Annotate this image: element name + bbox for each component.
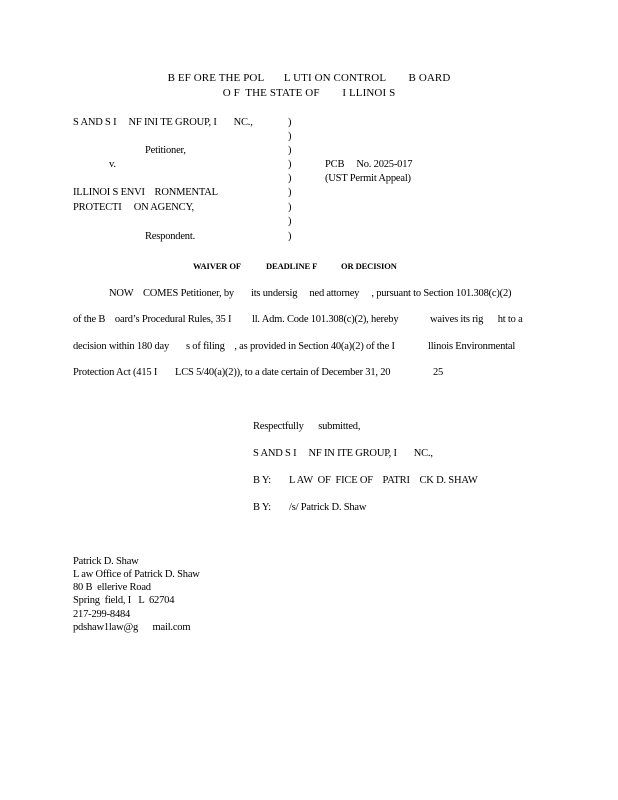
petitioner-label: Petitioner, (145, 145, 186, 156)
caption-paren: ) (288, 202, 292, 213)
signature-respectfully: Respectfully submitted, (253, 421, 361, 432)
petitioner-name: S AND S I NF INI TE GROUP, I NC., (73, 117, 253, 128)
contact-email: pdshaw1law@g mail.com (73, 622, 191, 633)
caption-paren: ) (288, 173, 292, 184)
caption-paren: ) (288, 187, 292, 198)
contact-phone: 217-299-8484 (73, 609, 131, 620)
body-line3-b: s of filing , as provided in Section 40(a)(2) of the I (186, 341, 395, 352)
caption-paren: ) (288, 231, 292, 242)
respondent-name-line1: ILLINOI S ENVI RONMENTAL (73, 187, 218, 198)
body-line4-c: 25 (433, 367, 444, 378)
case-type: (UST Permit Appeal) (325, 173, 411, 184)
body-line2-c: waives its rig ht to a (430, 314, 523, 325)
body-line2-b: ll. Adm. Code 101.308(c)(2), hereby (252, 314, 399, 325)
respondent-label: Respondent. (145, 231, 196, 242)
signature-by-label: B Y: (253, 475, 271, 486)
signature-law-office: L AW OF FICE OF PATRI CK D. SHAW (289, 475, 478, 486)
heading-waiver: WAIVER OF (193, 261, 241, 271)
contact-street: 80 B ellerive Road (73, 582, 151, 593)
caption-title-line1: B EF ORE THE POL L UTI ON CONTROL B OARD (167, 72, 451, 84)
case-number: PCB No. 2025-017 (325, 159, 413, 170)
caption-title-line2: O F THE STATE OF I LLINOI S (222, 87, 396, 99)
body-line1-a: NOW COMES Petitioner, by (109, 288, 234, 299)
respondent-name-line2: PROTECTI ON AGENCY, (73, 202, 194, 213)
contact-firm: L aw Office of Patrick D. Shaw (73, 569, 200, 580)
signature-electronic: /s/ Patrick D. Shaw (289, 502, 367, 513)
caption-paren: ) (288, 131, 292, 142)
body-line4-a: Protection Act (415 I (73, 367, 158, 378)
caption-paren: ) (288, 216, 292, 227)
heading-decision: OR DECISION (341, 261, 397, 271)
versus-label: v. (109, 159, 116, 170)
caption-paren: ) (288, 117, 292, 128)
signature-party: S AND S I NF IN ITE GROUP, I NC., (253, 448, 433, 459)
caption-paren: ) (288, 159, 292, 170)
contact-city: Spring field, I L 62704 (73, 595, 175, 606)
body-line3-a: decision within 180 day (73, 341, 170, 352)
heading-deadline: DEADLINE F (266, 261, 318, 271)
contact-name: Patrick D. Shaw (73, 556, 139, 567)
body-line2-a: of the B oard’s Procedural Rules, 35 I (73, 314, 232, 325)
caption-paren: ) (288, 145, 292, 156)
signature-by-label: B Y: (253, 502, 271, 513)
body-line3-c: llinois Environmental (428, 341, 516, 352)
body-line1-b: its undersig ned attorney , pursuant to Section 101.308(c)(2) (251, 288, 512, 299)
body-line4-b: LCS 5/40(a)(2)), to a date certain of December 31, 20 (175, 367, 391, 378)
